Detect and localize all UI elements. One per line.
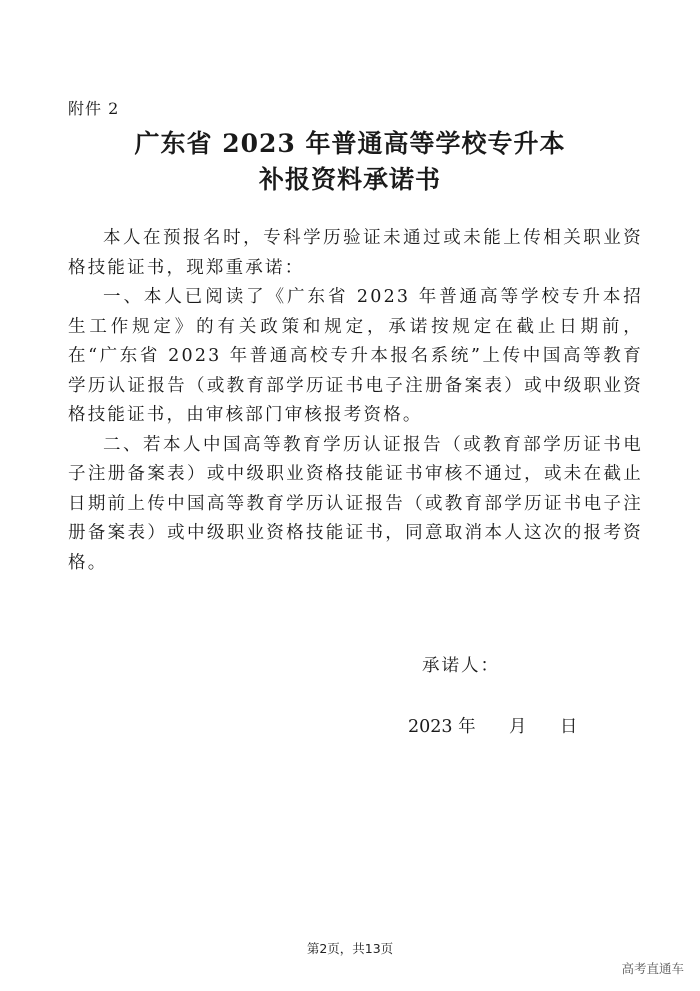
paragraph-intro: 本人在预报名时，专科学历验证未通过或未能上传相关职业资格技能证书，现郑重承诺： xyxy=(68,228,643,278)
watermark-text: 高考直通车 xyxy=(621,961,684,976)
attachment-label: 附件 2 xyxy=(68,99,120,118)
title-line-2: 补报资料承诺书 xyxy=(258,165,441,194)
date-line: 2023 年 月 日 xyxy=(408,717,578,737)
title-line-1: 广东省 2023 年普通高等学校专升本 xyxy=(134,129,566,158)
page-number-footer: 第2页，共13页 xyxy=(306,941,394,956)
paragraph-one: 一、本人已阅读了《广东省 2023 年普通高等学校专升本招生工作规定》的有关政策和规定，承诺按规定在截止日期前，在“广东省 2023 年普通高校专升本报名系统”上传中国高等教育学历认证报告（或教育部学历证书电子注册备案表）或中级职业资格技能证书，由审核部门审核报考资格。 xyxy=(68,287,643,425)
signatory-label: 承诺人： xyxy=(422,656,500,676)
body-text xyxy=(68,224,643,578)
paragraph-two: 二、若本人中国高等教育学历认证报告（或教育部学历证书电子注册备案表）或中级职业资格技能证书审核不通过，或未在截止日期前上传中国高等教育学历认证报告（或教育部学历证书电子注册备案表）或中级职业资格技能证书，同意取消本人这次的报考资格。 xyxy=(68,434,643,573)
